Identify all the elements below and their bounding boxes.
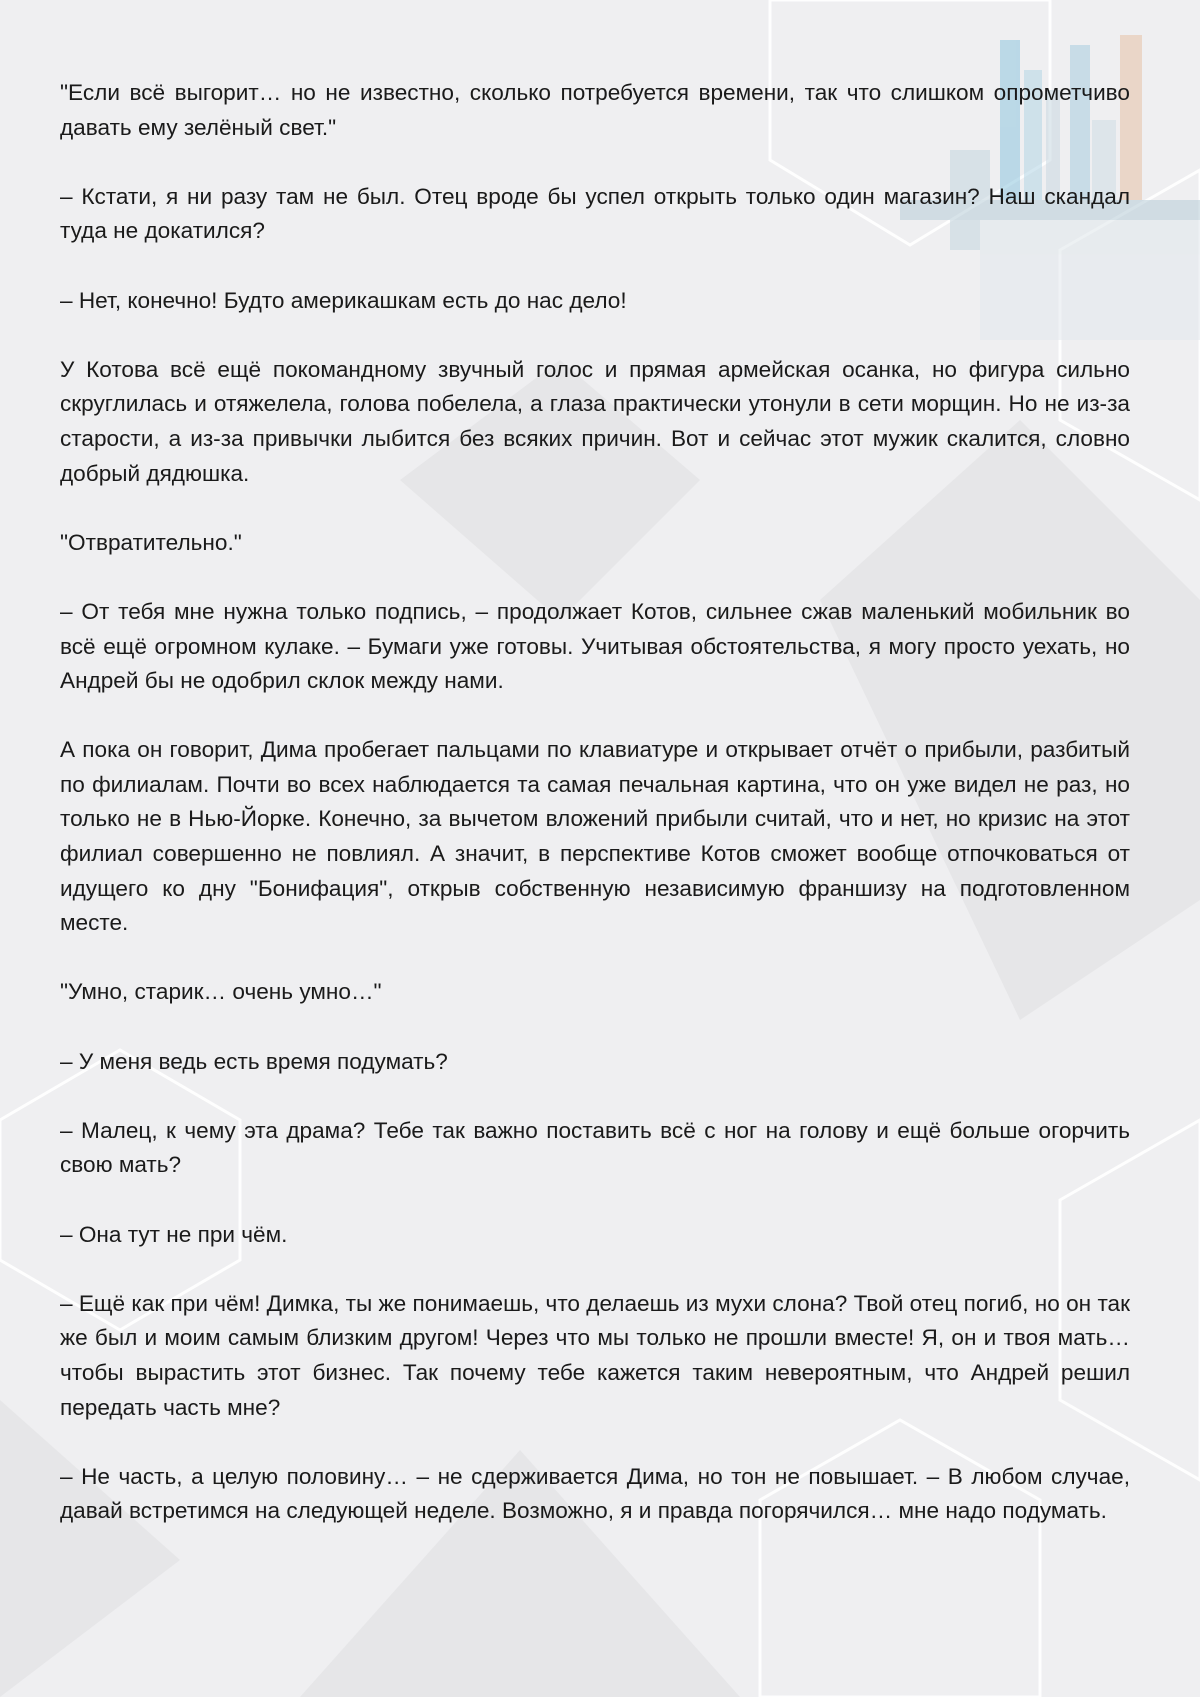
paragraph: – От тебя мне нужна только подпись, – продолжает Котов, сильнее сжав маленький мобильник во всё ещё огромном кулаке. – Бумаги уже готовы. Учитывая обстоятельства, я могу просто уехать, но Андрей бы не одобрил склок между нами. [60, 598, 1130, 694]
paragraph: – У меня ведь есть время подумать? [60, 1048, 448, 1074]
paragraph: "Если всё выгорит… но не известно, сколько потребуется времени, так что слишком опрометчиво давать ему зелёный свет." [60, 80, 1130, 140]
document-body [60, 76, 1130, 1564]
paragraph: – Кстати, я ни разу там не был. Отец вроде бы успел открыть только один магазин? Наш скандал туда не докатился? [60, 183, 1130, 244]
paragraph: "Отвратительно." [60, 529, 242, 555]
paragraph: – Ещё как при чём! Димка, ты же понимаешь, что делаешь из мухи слона? Твой отец погиб, но он так же был и моим самым близким другом! Через что мы только не прошли вместе! Я, он и твоя мать… чтобы вырастить этот бизнес. Так почему тебе кажется таким невероятным, что Андрей решил передать часть мне? [60, 1290, 1130, 1420]
paragraph: А пока он говорит, Дима пробегает пальцами по клавиатуре и открывает отчёт о прибыли, разбитый по филиалам. Почти во всех наблюдается та самая печальная картина, что он уже видел не раз, но только не в Нью-Йорке. Конечно, за вычетом вложений прибыли считай, что и нет, но кризис на этот филиал совершенно не повлиял. А значит, в перспективе Котов сможет вообще отпочковаться от идущего ко дну "Бонифация", открыв собственную независимую франшизу на подготовленном месте. [60, 737, 1130, 936]
paragraph: – Малец, к чему эта драма? Тебе так важно поставить всё с ног на голову и ещё больше огорчить свою мать? [60, 1117, 1130, 1178]
paragraph: – Нет, конечно! Будто америкашкам есть до нас дело! [60, 287, 627, 313]
paragraph: – Не часть, а целую половину… – не сдерживается Дима, но тон не повышает. – В любом случае, давай встретимся на следующей неделе. Возможно, я и правда погорячился… мне надо подумать. [60, 1463, 1130, 1524]
paragraph: У Котова всё ещё покомандному звучный голос и прямая армейская осанка, но фигура сильно скруглилась и отяжелела, голова побелела, а глаза практически утонули в сети морщин. Но не из-за старости, а из-за привычки лыбится без всяких причин. Вот и сейчас этот мужик скалится, словно добрый дядюшка. [60, 356, 1130, 486]
paragraph: "Умно, старик… очень умно…" [60, 979, 382, 1005]
paragraph: – Она тут не при чём. [60, 1221, 288, 1247]
